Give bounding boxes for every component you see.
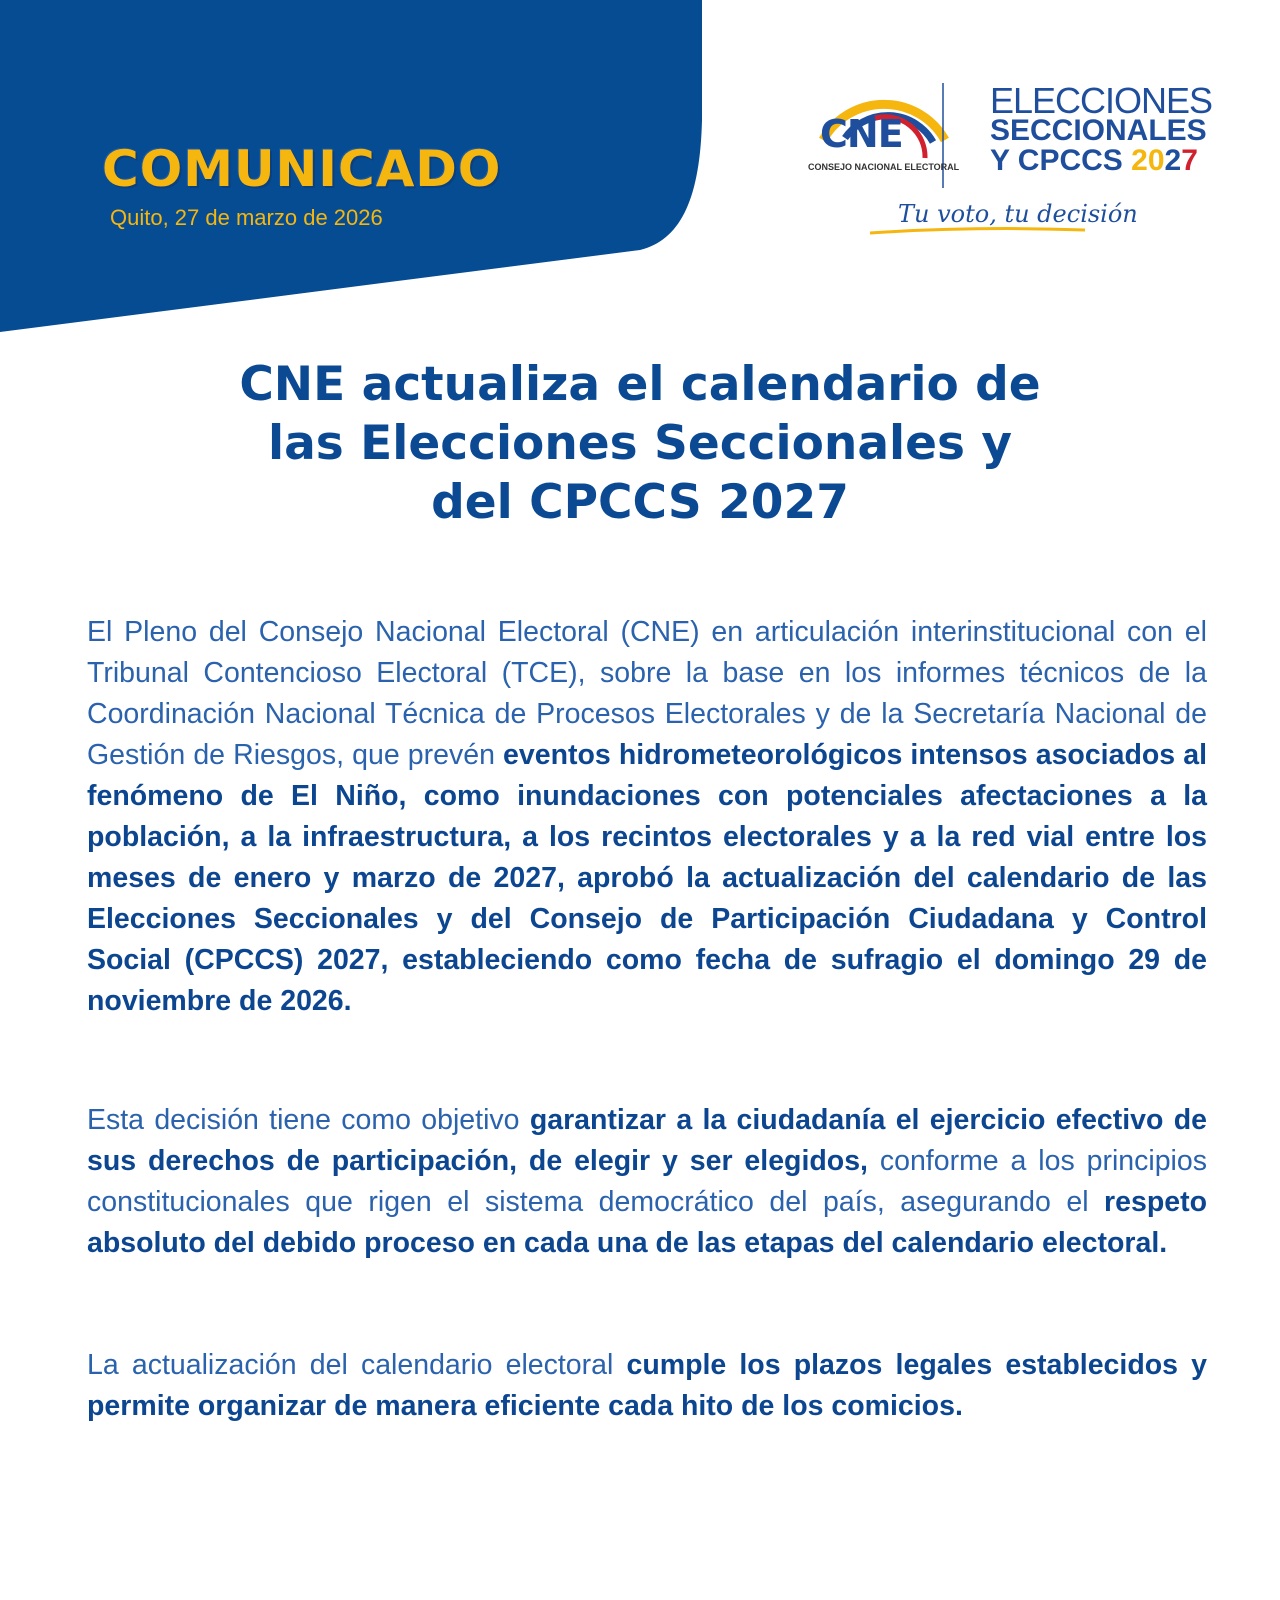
paragraph-3 <box>87 1345 1207 1427</box>
year-digit: 2 <box>1131 144 1148 177</box>
paragraph-2 <box>87 1100 1207 1264</box>
title-line: del CPCCS 2027 <box>431 475 849 530</box>
bold-text: cumple los plazos legales establecidos y permite organizar de manera eficiente cada hito de los comicios. <box>87 1349 1207 1422</box>
date: Quito, 27 de marzo de 2026 <box>110 205 383 230</box>
seccionales-text: SECCIONALES <box>990 114 1207 147</box>
text: conforme a los principios constitucionales que rigen el sistema democrático del país, asegurando el <box>87 1145 1207 1218</box>
year-digit: 2 <box>1164 144 1182 177</box>
text: Esta decisión tiene como objetivo <box>87 1104 530 1136</box>
bold-text: garantizar a la ciudadanía el ejercicio efectivo de sus derechos de participación, de elegir y ser elegidos, <box>87 1104 1207 1177</box>
bold-text: eventos hidrometeorológicos intensos asociados al fenómeno de El Niño, como inundaciones con potenciales afectaciones a la población, a la infraestructura, a los recintos electorales y a la red vial entre los meses de enero y marzo de 2027, aprobó la actualización del calendario de las Elecciones Seccionales y del Consejo de Participación Ciudadana y Control Social (CPCCS) 2027, estableciendo como fecha de sufragio el domingo 29 de noviembre de 2026. <box>87 739 1207 1017</box>
cpccs-text: Y CPCCS <box>990 144 1132 177</box>
page-title <box>0 355 1280 532</box>
year-digit: 0 <box>1147 144 1165 177</box>
slogan: Tu voto, tu decisión <box>898 200 1138 228</box>
year-digit: 7 <box>1181 144 1198 177</box>
cne-wordmark: CNE <box>820 112 903 156</box>
cpccs-year-text <box>990 144 1198 178</box>
cne-fullname: CONSEJO NACIONAL ELECTORAL <box>808 162 960 172</box>
title-line: CNE actualiza el calendario de <box>239 357 1041 412</box>
title-line: las Elecciones Seccionales y <box>267 416 1013 471</box>
comunicado-label: COMUNICADO <box>102 140 502 198</box>
paragraph-1 <box>87 612 1207 1022</box>
elecciones-text: ELECCIONES <box>990 80 1213 121</box>
bold-text: respeto absoluto del debido proceso en cada una de las etapas del calendario electoral. <box>87 1186 1207 1259</box>
text: El Pleno del Consejo Nacional Electoral (CNE) en articulación interinstitucional con el Tribunal Contencioso Electoral (TCE), sobre la base en los informes técnicos de la Coordinación Nacional Técnica de Procesos Electorales y de la Secretaría Nacional de Gestión de Riesgos, que prevén <box>87 616 1207 771</box>
text: La actualización del calendario electoral <box>87 1349 627 1381</box>
